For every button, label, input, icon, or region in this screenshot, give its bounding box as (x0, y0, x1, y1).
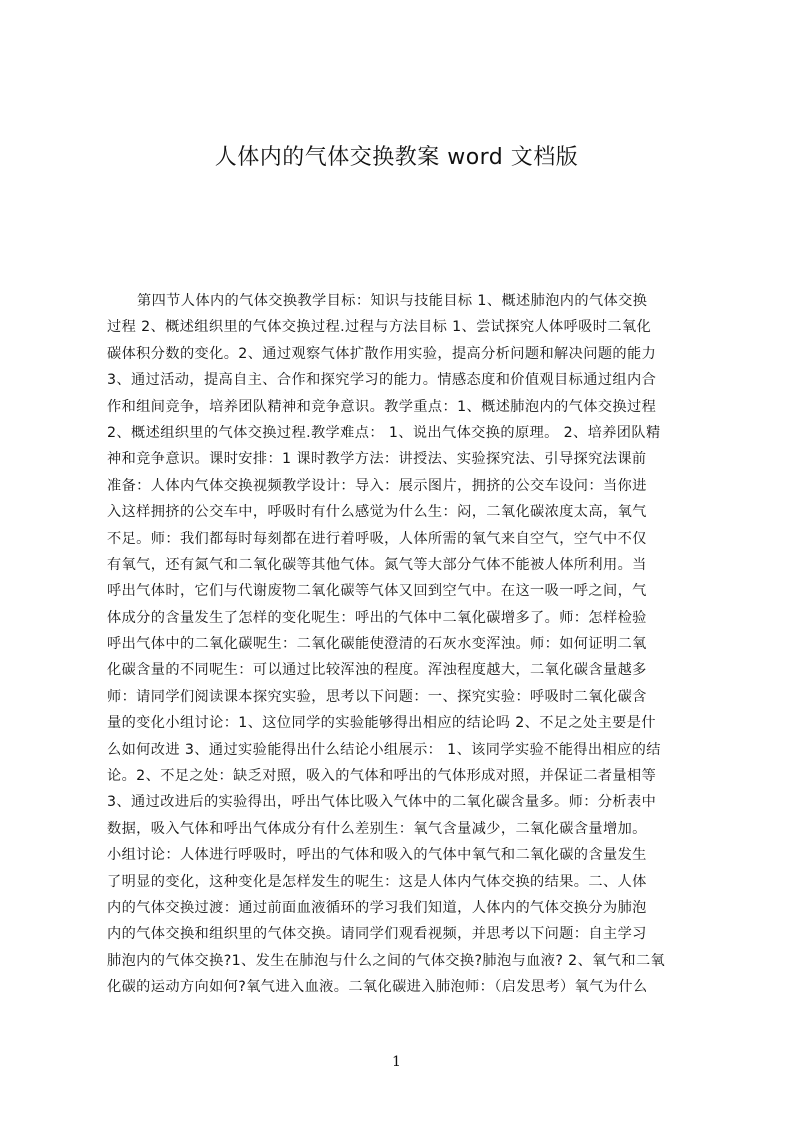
paragraph-line: 神和竞争意识。课时安排：1 课时教学方法：讲授法、实验探究法、引导探究法课前 (107, 451, 647, 468)
document-title: 人体内的气体交换教案 word 文档版 (214, 145, 579, 170)
paragraph-line: 体成分的含量发生了怎样的变化呢生：呼出的气体中二氧化碳增多了。师：怎样检验 (107, 609, 647, 626)
paragraph-line: 有氧气，还有氮气和二氧化碳等其他气体。氮气等大部分气体不能被人体所利用。当 (107, 556, 647, 573)
paragraph-line: 化碳含量的不同呢生：可以通过比较浑浊的程度。浑浊程度越大，二氧化碳含量越多 (107, 662, 647, 679)
paragraph-line: 论。2、不足之处：缺乏对照，吸入的气体和呼出的气体形成对照，并保证二者量相等 (107, 768, 657, 785)
paragraph-line: 准备：人体内气体交换视频教学设计：导入：展示图片，拥挤的公交车设问：当你进 (107, 477, 647, 494)
paragraph-line: 化碳的运动方向如何?氧气进入血液。二氧化碳进入肺泡师：（启发思考）氧气为什么 (107, 979, 648, 996)
paragraph-line: 内的气体交换过渡：通过前面血液循环的学习我们知道，人体内的气体交换分为肺泡 (107, 899, 647, 916)
page-number: 1 (392, 1054, 401, 1070)
paragraph-line: 肺泡内的气体交换?1、发生在肺泡与什么之间的气体交换?肺泡与血液? 2、氧气和二氧 (107, 952, 666, 969)
paragraph-line: 不足。师：我们都每时每刻都在进行着呼吸，人体所需的氧气来自空气，空气中不仅 (107, 530, 647, 547)
paragraph-line: 师：请同学们阅读课本探究实验，思考以下问题：一、探究实验：呼吸时二氧化碳含 (107, 688, 647, 705)
paragraph-line: 数据，吸入气体和呼出气体成分有什么差别生：氧气含量减少，二氧化碳含量增加。 (107, 820, 647, 837)
document-body (107, 288, 697, 1058)
paragraph-line: 3、通过活动，提高自主、合作和探究学习的能力。情感态度和价值观目标通过组内合 (107, 372, 657, 389)
paragraph-line: 呼出气体时，它们与代谢废物二氧化碳等气体又回到空气中。在这一吸一呼之间，气 (107, 583, 647, 600)
paragraph-line: 3、通过改进后的实验得出，呼出气体比吸入气体中的二氧化碳含量多。师：分析表中 (107, 794, 657, 811)
paragraph-line: 呼出气体中的二氧化碳呢生：二氧化碳能使澄清的石灰水变浑浊。师：如何证明二氧 (107, 636, 647, 653)
paragraph-line: 第四节人体内的气体交换教学目标：知识与技能目标 1、概述肺泡内的气体交换 (137, 293, 648, 309)
paragraph-line: 量的变化小组讨论：1、这位同学的实验能够得出相应的结论吗 2、不足之处主要是什 (107, 715, 656, 732)
paragraph-line: 作和组间竞争，培养团队精神和竞争意识。教学重点：1、概述肺泡内的气体交换过程 (107, 398, 657, 415)
paragraph-line: 么如何改进 3、通过实验能得出什么结论小组展示： 1、该同学实验不能得出相应的结 (107, 741, 661, 758)
paragraph-line: 内的气体交换和组织里的气体交换。请同学们观看视频，并思考以下问题：自主学习 (107, 926, 647, 943)
paragraph-line: 2、概述组织里的气体交换过程.教学难点： 1、说出气体交换的原理。 2、培养团队精 (107, 424, 661, 441)
paragraph-line: 入这样拥挤的公交车中，呼吸时有什么感觉为什么生：闷，二氧化碳浓度太高，氧气 (107, 504, 647, 521)
paragraph-line: 了明显的变化，这种变化是怎样发生的呢生：这是人体内气体交换的结果。二、人体 (107, 873, 647, 890)
paragraph-line: 过程 2、概述组织里的气体交换过程.过程与方法目标 1、尝试探究人体呼吸时二氧化 (107, 319, 652, 336)
paragraph-line: 碳体积分数的变化。2、通过观察气体扩散作用实验，提高分析问题和解决问题的能力 (107, 345, 657, 362)
paragraph-line: 小组讨论：人体进行呼吸时，呼出的气体和吸入的气体中氧气和二氧化碳的含量发生 (107, 847, 647, 864)
